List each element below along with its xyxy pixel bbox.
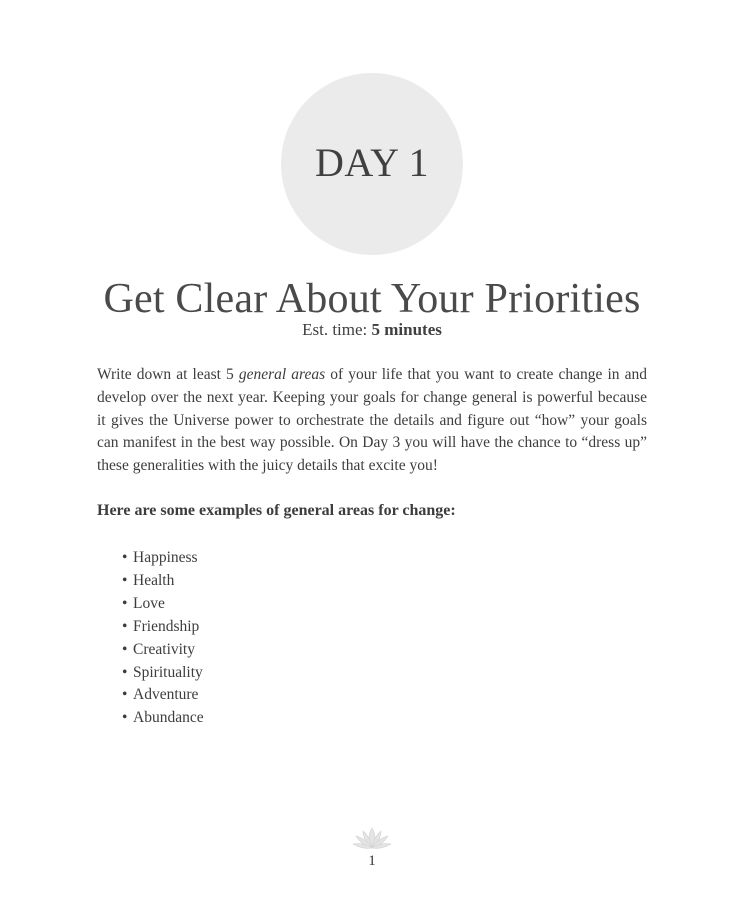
estimated-time [0,320,744,340]
areas-list [122,547,204,730]
list-item [122,547,204,570]
est-time-prefix: Est. time: [302,320,372,339]
examples-heading: Here are some examples of general areas for change: [97,502,456,519]
list-item [122,662,204,685]
lotus-icon [352,826,392,852]
day-badge [281,73,463,255]
bullet-icon: • [122,571,128,589]
day-label: DAY 1 [314,139,429,185]
intro-part2: of your life that you want to create change in and develop over the next year. Keeping your goals for change general is powerful because it gives the Universe power to orchestrate the details and figure out “how” your goals can manifest in the best way possible. On Day 3 you will have the chance to “dress up” these generalities with the juicy details that excite you! [97,366,648,475]
list-item-label: Creativity [133,640,195,658]
list-item-label: Spirituality [133,663,203,681]
list-item-label: Abundance [133,709,204,727]
intro-part1: Write down at least 5 [97,366,239,383]
bullet-icon: • [122,663,128,681]
list-item [122,593,204,616]
bullet-icon: • [122,686,128,704]
bullet-icon: • [122,594,128,612]
page-number: 1 [368,853,376,869]
list-item [122,707,204,730]
list-item [122,570,204,593]
page-footer [0,826,744,870]
page-title: Get Clear About Your Priorities [103,276,641,322]
intro-paragraph [97,364,647,478]
list-item-label: Love [133,594,165,612]
bullet-icon: • [122,640,128,658]
list-item [122,616,204,639]
list-item [122,684,204,707]
intro-emphasis: general areas [238,366,326,383]
bullet-icon: • [122,549,128,566]
list-item-label: Health [133,571,175,589]
list-item [122,639,204,662]
bullet-icon: • [122,617,128,635]
list-item-label: Happiness [133,549,198,566]
list-item-label: Friendship [133,617,200,635]
bullet-icon: • [122,709,128,727]
est-time-value: 5 minutes [371,320,442,339]
list-item-label: Adventure [133,686,199,704]
